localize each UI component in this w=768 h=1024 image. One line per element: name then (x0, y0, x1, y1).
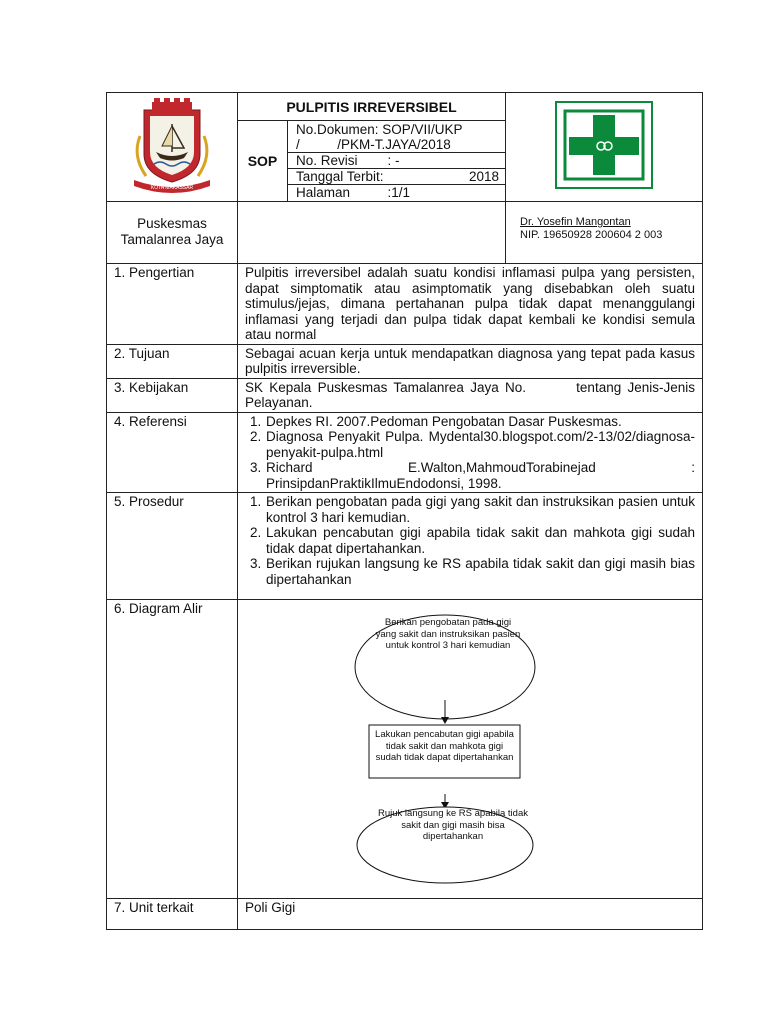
no-dokumen-line1: No.Dokumen: SOP/VII/UKP (296, 122, 463, 137)
signer-nip: NIP. 19650928 200604 2 003 (520, 229, 663, 241)
diagram-label: 6. Diagram Alir (107, 600, 238, 899)
document-title: PULPITIS IRREVERSIBEL (238, 93, 506, 121)
referensi-list (245, 414, 695, 492)
tanggal-terbit (288, 169, 505, 185)
blank-cell (238, 202, 506, 264)
pengertian-text: Pulpitis irreversibel adalah suatu kondisi inflamasi pulpa yang persisten, dapat simptomatik atau asimptomatik yang disebabkan oleh suatu stimulus/jejas, dimana pertahanan pulpa tidak dapat menanggulangi inflamasi yang terjadi dan pulpa tidak dapat kembali ke kondisi semula atau normal (238, 264, 703, 345)
puskesmas-line1: Puskesmas (137, 216, 207, 231)
no-dokumen-line2: / /PKM-T.JAYA/2018 (296, 137, 451, 152)
city-logo-cell (107, 93, 238, 202)
list-item: 1. Depkes RI. 2007.Pedoman Pengobatan Dasar Puskesmas. (265, 414, 695, 430)
signer-name: Dr. Yosefin Mangontan (520, 216, 631, 228)
sop-table (106, 92, 703, 930)
prosedur-list-cell (238, 493, 703, 600)
makassar-emblem-icon (126, 96, 218, 194)
kebijakan-text: SK Kepala Puskesmas Tamalanrea Jaya No. tentang Jenis-Jenis Pelayanan. (238, 378, 703, 412)
puskesmas-cross-icon (555, 101, 653, 189)
halaman: Halaman :1/1 (296, 185, 411, 200)
unit-terkait-label: 7. Unit terkait (107, 899, 238, 930)
kebijakan-label: 3. Kebijakan (107, 378, 238, 412)
tanggal-terbit-year: 2018 (468, 169, 500, 184)
unit-terkait-text: Poli Gigi (238, 899, 703, 930)
arrow-1-head (441, 717, 449, 724)
tanggal-terbit-label: Tanggal Terbit: (296, 169, 384, 184)
signature-block (506, 202, 703, 264)
list-item: 1. Berikan pengobatan pada gigi yang sakit dan instruksikan pasien untuk kontrol 3 hari kemudian. (265, 494, 695, 525)
step1-text: Berikan pengobatan pada gigi yang sakit dan instruksikan pasien untuk kontrol 3 hari kemudian (375, 617, 521, 651)
puskesmas-line2: Tamalanrea Jaya (120, 232, 224, 247)
prosedur-list (245, 494, 695, 587)
tujuan-label: 2. Tujuan (107, 344, 238, 378)
sop-label: SOP (238, 121, 288, 202)
no-dokumen (288, 122, 505, 153)
step3-text: Rujuk langsung ke RS apabila tidak sakit dan gigi masih bisa dipertahankan (378, 808, 528, 842)
emblem-banner-text: KOTA MAKASSAR (150, 184, 194, 191)
sop-document (106, 92, 702, 930)
puskesmas-name (107, 202, 238, 264)
referensi-list-cell (238, 412, 703, 493)
no-revisi: No. Revisi : - (288, 153, 505, 169)
list-item: 2. Lakukan pencabutan gigi apabila tidak sakit dan mahkota gigi sudah tidak dapat dipertahankan. (265, 525, 695, 556)
step2-text: Lakukan pencabutan gigi apabila tidak sakit dan mahkota gigi sudah tidak dapat dipertahankan (375, 729, 514, 763)
prosedur-label: 5. Prosedur (107, 493, 238, 600)
health-logo-cell (506, 93, 703, 202)
list-item: 3. Berikan rujukan langsung ke RS apabila tidak sakit dan gigi masih bias dipertahankan (265, 556, 695, 587)
document-meta (288, 121, 506, 202)
list-item: 3. Richard E.Walton,MahmoudTorabinejad : PrinsipdanPraktikIlmuEndodonsi, 1998. (265, 460, 695, 491)
diagram-cell (238, 600, 703, 899)
tujuan-text: Sebagai acuan kerja untuk mendapatkan diagnosa yang tepat pada kasus pulpitis irreversible. (238, 344, 703, 378)
referensi-label: 4. Referensi (107, 412, 238, 493)
list-item: 2. Diagnosa Penyakit Pulpa. Mydental30.blogspot.com/2-13/02/diagnosa-penyakit-pulpa.html (265, 429, 695, 460)
pengertian-label: 1. Pengertian (107, 264, 238, 345)
flowchart (238, 600, 702, 898)
